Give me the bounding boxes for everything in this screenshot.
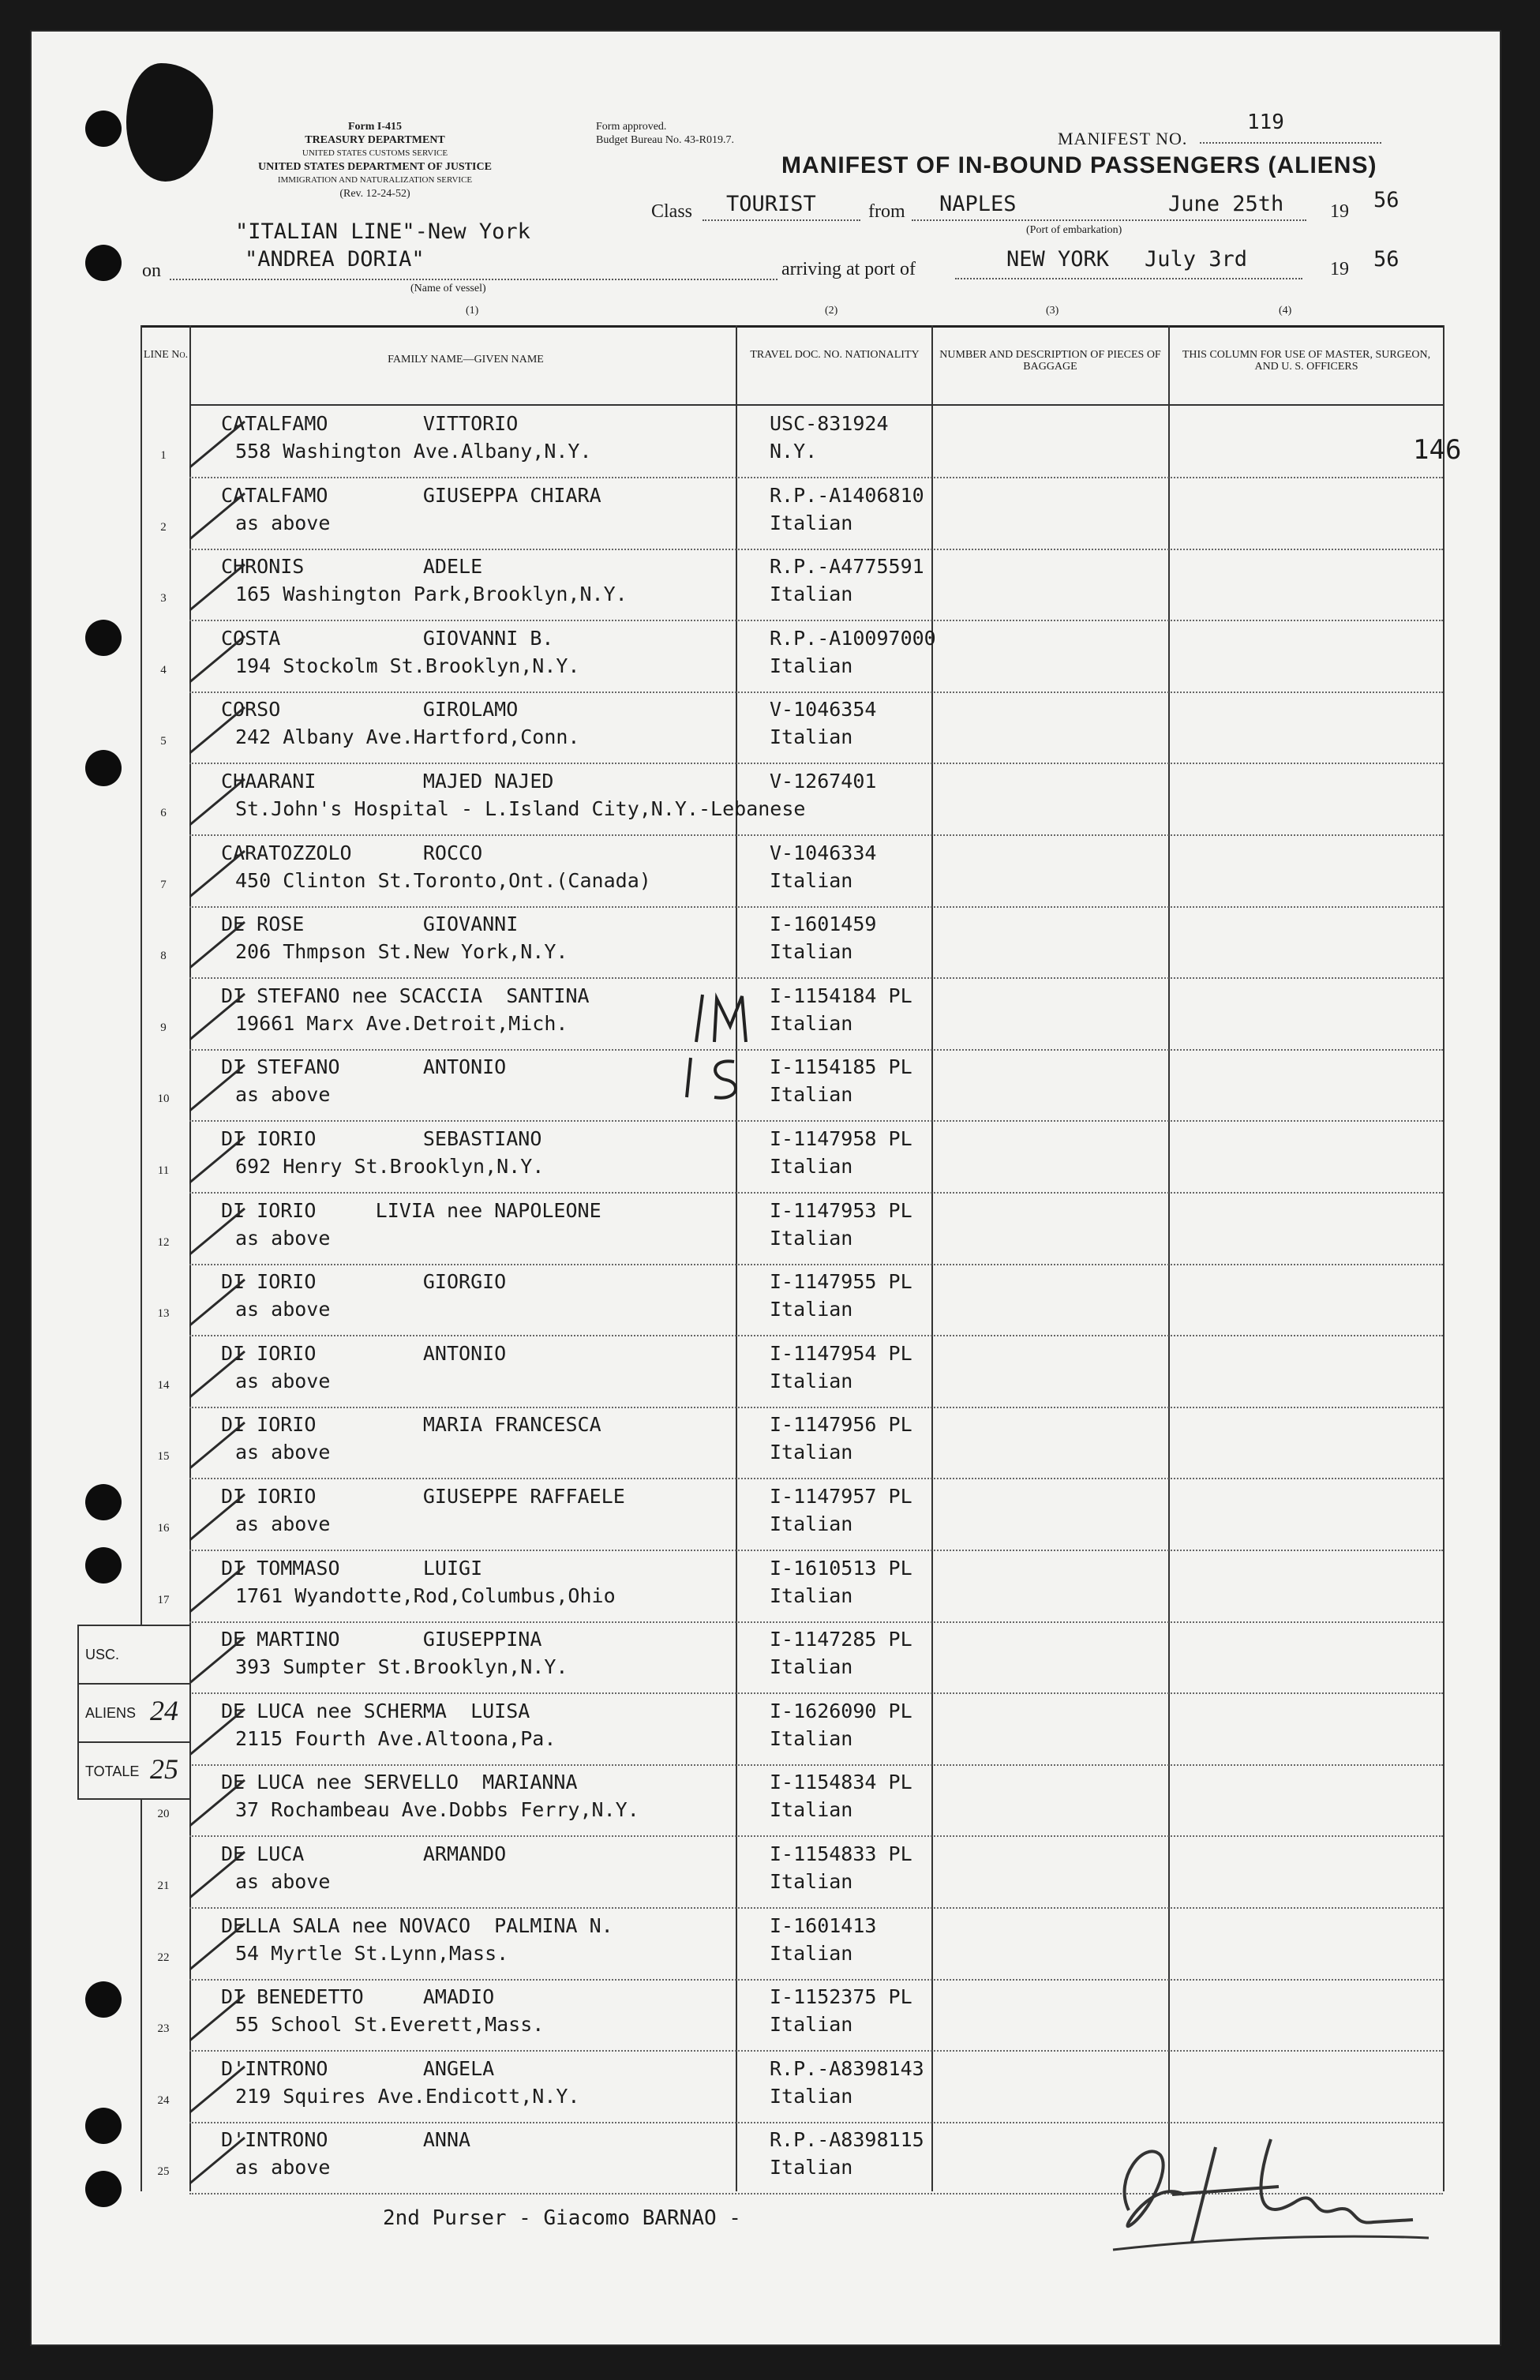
table-row	[157, 1193, 1443, 1265]
nationality: Italian	[770, 2156, 853, 2179]
passenger-address: 2115 Fourth Ave.Altoona,Pa.	[235, 1726, 556, 1750]
travel-doc-number: I-1154184 PL	[770, 984, 912, 1007]
line-number: 1	[160, 449, 167, 462]
from-value: NAPLES	[939, 192, 1017, 216]
nationality: Italian	[770, 868, 853, 892]
travel-doc-number: I-1154833 PL	[770, 1842, 912, 1865]
tally-usc	[79, 1626, 189, 1685]
passenger-address: 450 Clinton St.Toronto,Ont.(Canada)	[235, 868, 651, 892]
col-header-travel-doc: TRAVEL DOC. NO. NATIONALITY	[750, 349, 920, 361]
punch-hole	[85, 111, 122, 147]
port-embarkation-caption: (Port of embarkation)	[1026, 224, 1122, 236]
line-number: 23	[157, 2022, 170, 2036]
table-row	[160, 978, 1443, 1051]
treasury-dept: TREASURY DEPARTMENT	[305, 134, 445, 146]
passenger-address: 692 Henry St.Brooklyn,N.Y.	[235, 1155, 545, 1178]
passenger-address: 165 Washington Park,Brooklyn,N.Y.	[235, 583, 628, 606]
passenger-address: St.John's Hospital - L.Island City,N.Y.-Lebanese	[235, 797, 806, 820]
nationality: Italian	[770, 1941, 853, 1965]
travel-doc-number: R.P.-A1406810	[770, 483, 924, 507]
justice-dept: UNITED STATES DEPARTMENT OF JUSTICE	[258, 161, 492, 173]
table-row	[157, 1764, 1443, 1837]
tally-aliens-label: ALIENS	[85, 1705, 137, 1721]
nationality: Italian	[770, 2084, 853, 2108]
form-agency-header	[197, 120, 553, 201]
travel-doc-number: USC-831924	[770, 412, 889, 435]
line-number: 24	[157, 2093, 170, 2107]
passenger-address: as above	[235, 1441, 331, 1464]
passenger-name: DI TOMMASO LUIGI	[221, 1556, 483, 1580]
page-number: 146	[1413, 434, 1462, 466]
passenger-address: as above	[235, 1870, 331, 1893]
passenger-name: DE ROSE GIOVANNI	[221, 913, 519, 936]
nationality: Italian	[770, 1226, 853, 1250]
punch-hole	[85, 245, 122, 281]
arriving-label: arriving at port of	[781, 259, 916, 279]
nationality: Italian	[770, 1298, 853, 1321]
departure-year-prefix: 19	[1330, 201, 1349, 222]
travel-doc-number: I-1610513 PL	[770, 1556, 912, 1580]
column-number-1: (1)	[466, 305, 479, 317]
vessel-name-caption: (Name of vessel)	[410, 283, 486, 294]
table-row	[160, 835, 1443, 908]
passenger-name: DI IORIO ANTONIO	[221, 1341, 507, 1365]
nationality: Italian	[770, 583, 853, 606]
tally-usc-label: USC.	[85, 1647, 120, 1662]
nationality: Italian	[770, 1798, 853, 1822]
travel-doc-number: V-1267401	[770, 770, 877, 793]
travel-doc-number: I-1147957 PL	[770, 1485, 912, 1508]
arrival-year-prefix: 19	[1330, 259, 1349, 279]
travel-doc-number: R.P.-A8398115	[770, 2128, 924, 2152]
passenger-address: 37 Rochambeau Ave.Dobbs Ferry,N.Y.	[235, 1798, 639, 1822]
arrival-date: July 3rd	[1145, 247, 1248, 272]
nationality: Italian	[770, 511, 853, 534]
manifest-title: MANIFEST OF IN-BOUND PASSENGERS (ALIENS)	[781, 152, 1377, 178]
passenger-address: 1761 Wyandotte,Rod,Columbus,Ohio	[235, 1584, 616, 1607]
punch-hole	[85, 1981, 122, 2018]
passenger-address: 558 Washington Ave.Albany,N.Y.	[235, 440, 592, 463]
purser-signature-line: 2nd Purser - Giacomo BARNAO -	[383, 2206, 741, 2230]
passenger-address: as above	[235, 1298, 331, 1321]
handwritten-annotation	[679, 987, 766, 1105]
col-header-line-no: LINE No.	[143, 349, 189, 361]
line-number: 12	[157, 1235, 170, 1249]
passenger-name: CARATOZZOLO ROCCO	[221, 841, 483, 864]
passenger-name: DI IORIO SEBASTIANO	[221, 1127, 542, 1150]
line-number: 10	[157, 1093, 170, 1106]
form-approval	[596, 120, 734, 147]
passenger-address: 242 Albany Ave.Hartford,Conn.	[235, 725, 580, 749]
vessel-name: "ANDREA DORIA"	[245, 247, 425, 272]
punch-hole	[85, 620, 122, 656]
dotted-rule	[703, 219, 860, 221]
tally-total-label: TOTALE	[85, 1763, 140, 1779]
passenger-name: CATALFAMO GIUSEPPA CHIARA	[221, 483, 601, 507]
dotted-rule	[912, 219, 1306, 221]
line-number: 7	[160, 878, 167, 891]
nationality: Italian	[770, 1655, 853, 1679]
table-row	[157, 1979, 1443, 2052]
punch-hole	[85, 1484, 122, 1520]
nationality: Italian	[770, 1155, 853, 1178]
nationality: Italian	[770, 1011, 853, 1035]
line-number: 14	[157, 1378, 170, 1392]
nationality: Italian	[770, 1584, 853, 1607]
punch-hole	[85, 1547, 122, 1584]
column-number-2: (2)	[825, 305, 838, 317]
travel-doc-number: I-1147955 PL	[770, 1270, 912, 1294]
nationality: Italian	[770, 1870, 853, 1893]
line-number: 22	[157, 1951, 170, 1964]
passenger-name: COSTA GIOVANNI B.	[221, 626, 554, 650]
ins-service: IMMIGRATION AND NATURALIZATION SERVICE	[277, 175, 473, 185]
table-border-left	[141, 325, 142, 2191]
line-number: 17	[157, 1593, 170, 1606]
line-number: 2	[160, 520, 167, 534]
passenger-name: CHAARANI MAJED NAJED	[221, 770, 554, 793]
table-row	[160, 906, 1443, 979]
class-label: Class	[651, 201, 693, 222]
table-row	[160, 692, 1443, 764]
table-row	[157, 1336, 1443, 1408]
passenger-address: as above	[235, 1083, 331, 1107]
passenger-name: DE LUCA ARMANDO	[221, 1842, 507, 1865]
arrival-year-suffix: 56	[1373, 247, 1399, 272]
travel-doc-number: R.P.-A10097000	[770, 626, 936, 650]
form-number: Form I-415	[347, 121, 403, 133]
table-row	[160, 406, 1443, 478]
travel-doc-number: I-1154834 PL	[770, 1771, 912, 1794]
table-row	[157, 1121, 1443, 1194]
passenger-address: as above	[235, 1369, 331, 1392]
line-number: 20	[157, 1808, 170, 1821]
passenger-name: DE MARTINO GIUSEPPINA	[221, 1628, 542, 1651]
on-label: on	[142, 260, 161, 281]
passenger-name: DELLA SALA nee NOVACO PALMINA N.	[221, 1913, 613, 1937]
line-number: 21	[157, 1880, 170, 1892]
manifest-no-value: 119	[1247, 111, 1284, 134]
table-row	[157, 1264, 1443, 1336]
line-number: 6	[160, 807, 167, 819]
dotted-rule	[170, 279, 777, 280]
table-row	[189, 1693, 1443, 1766]
passenger-address: 19661 Marx Ave.Detroit,Mich.	[235, 1011, 568, 1035]
passenger-name: DI STEFANO nee SCACCIA SANTINA	[221, 984, 590, 1007]
vessel-line: "ITALIAN LINE"-New York	[235, 219, 530, 244]
arrival-port: NEW YORK	[1006, 247, 1110, 272]
passenger-address: as above	[235, 1512, 331, 1535]
passenger-name: CORSO GIROLAMO	[221, 698, 519, 721]
column-number-3: (3)	[1046, 305, 1059, 317]
line-number: 5	[160, 735, 167, 748]
table-row	[157, 1550, 1443, 1623]
col-header-baggage: NUMBER AND DESCRIPTION OF PIECES OF BAGGAGE	[939, 349, 1161, 373]
passenger-name: CATALFAMO VITTORIO	[221, 412, 519, 435]
table-row	[157, 1407, 1443, 1479]
line-number: 11	[157, 1164, 170, 1177]
nationality: Italian	[770, 2013, 853, 2037]
travel-doc-number: I-1601459	[770, 913, 877, 936]
passenger-name: D'INTRONO ANNA	[221, 2128, 471, 2152]
travel-doc-number: I-1154185 PL	[770, 1055, 912, 1079]
passenger-name: DE LUCA nee SCHERMA LUISA	[221, 1699, 530, 1722]
form-approved: Form approved.	[596, 121, 667, 133]
line-number: 16	[157, 1522, 170, 1535]
column-number-4: (4)	[1279, 305, 1292, 317]
passenger-address: 194 Stockolm St.Brooklyn,N.Y.	[235, 654, 580, 677]
table-row	[160, 549, 1443, 621]
customs-service: UNITED STATES CUSTOMS SERVICE	[302, 148, 448, 158]
departure-date: June 25th	[1168, 192, 1284, 216]
passenger-name: D'INTRONO ANGELA	[221, 2056, 495, 2080]
from-label: from	[868, 201, 905, 222]
passenger-name: DI BENEDETTO AMADIO	[221, 1985, 495, 2009]
passenger-name: DI IORIO GIUSEPPE RAFFAELE	[221, 1485, 625, 1508]
line-number: 15	[157, 1450, 170, 1464]
travel-doc-number: I-1147954 PL	[770, 1341, 912, 1365]
travel-doc-number: R.P.-A4775591	[770, 555, 924, 579]
budget-bureau: Budget Bureau No. 43-R019.7.	[596, 134, 734, 146]
passenger-name: CHRONIS ADELE	[221, 555, 483, 579]
nationality: Italian	[770, 725, 853, 749]
line-number: 3	[160, 592, 167, 605]
travel-doc-number: I-1601413	[770, 1913, 877, 1937]
travel-doc-number: R.P.-A8398143	[770, 2056, 924, 2080]
nationality: Italian	[770, 1369, 853, 1392]
passenger-address: as above	[235, 511, 331, 534]
table-row	[189, 1621, 1443, 1694]
table-row	[157, 1836, 1443, 1909]
passenger-name: DI IORIO GIORGIO	[221, 1270, 507, 1294]
passenger-address: as above	[235, 2156, 331, 2179]
travel-doc-number: I-1147958 PL	[770, 1127, 912, 1150]
passenger-name: DI STEFANO ANTONIO	[221, 1055, 507, 1079]
tally-total-value: 25	[150, 1753, 178, 1785]
punch-hole	[85, 2171, 122, 2207]
signature	[1097, 2084, 1437, 2258]
travel-doc-number: I-1147953 PL	[770, 1198, 912, 1222]
passenger-address: as above	[235, 1226, 331, 1250]
passenger-address: 219 Squires Ave.Endicott,N.Y.	[235, 2084, 580, 2108]
table-row	[157, 1049, 1443, 1122]
nationality: N.Y.	[770, 440, 818, 463]
tally-aliens	[79, 1685, 189, 1743]
line-number: 4	[160, 663, 167, 677]
table-row	[160, 620, 1443, 693]
passenger-name: DI IORIO LIVIA nee NAPOLEONE	[221, 1198, 601, 1222]
passenger-address: 54 Myrtle St.Lynn,Mass.	[235, 1941, 509, 1965]
revision-date: (Rev. 12-24-52)	[339, 188, 410, 200]
nationality: Italian	[770, 654, 853, 677]
travel-doc-number: I-1147285 PL	[770, 1628, 912, 1651]
nationality: Italian	[770, 1083, 853, 1107]
nationality: Italian	[770, 940, 853, 964]
travel-doc-number: I-1152375 PL	[770, 1985, 912, 2009]
nationality: Italian	[770, 1726, 853, 1750]
travel-doc-number: V-1046354	[770, 698, 877, 721]
passenger-address: 206 Thmpson St.New York,N.Y.	[235, 940, 568, 964]
table-row	[160, 478, 1443, 550]
passenger-name: DE LUCA nee SERVELLO MARIANNA	[221, 1771, 578, 1794]
punch-hole	[85, 2108, 122, 2144]
col-header-officers: THIS COLUMN FOR USE OF MASTER, SURGEON, AND U. S. OFFICERS	[1182, 349, 1431, 373]
dotted-rule	[1200, 142, 1381, 144]
travel-doc-number: I-1147956 PL	[770, 1413, 912, 1437]
table-row	[157, 1908, 1443, 1981]
passenger-address: 55 School St.Everett,Mass.	[235, 2013, 545, 2037]
tally-total	[79, 1743, 189, 1800]
manifest-no-label: MANIFEST NO.	[1058, 129, 1188, 148]
punch-hole	[85, 750, 122, 786]
departure-year-suffix: 56	[1373, 188, 1399, 212]
line-number: 9	[160, 1021, 167, 1034]
class-value: TOURIST	[726, 192, 816, 216]
passenger-address: 393 Sumpter St.Brooklyn,N.Y.	[235, 1655, 568, 1679]
passenger-name: DI IORIO MARIA FRANCESCA	[221, 1413, 601, 1437]
nationality: Italian	[770, 1512, 853, 1535]
table-border-right	[1443, 325, 1444, 2191]
nationality: Italian	[770, 1441, 853, 1464]
line-number: 25	[157, 2165, 170, 2179]
manifest-page	[32, 32, 1500, 2344]
table-row	[157, 1479, 1443, 1551]
travel-doc-number: V-1046334	[770, 841, 877, 864]
col-header-name: FAMILY NAME—GIVEN NAME	[388, 354, 544, 365]
table-row	[160, 763, 1443, 836]
tally-aliens-value: 24	[150, 1695, 178, 1726]
line-number: 13	[157, 1307, 170, 1321]
travel-doc-number: I-1626090 PL	[770, 1699, 912, 1722]
tally-box	[77, 1625, 191, 1800]
dotted-rule	[955, 278, 1302, 279]
line-number: 8	[160, 950, 167, 963]
